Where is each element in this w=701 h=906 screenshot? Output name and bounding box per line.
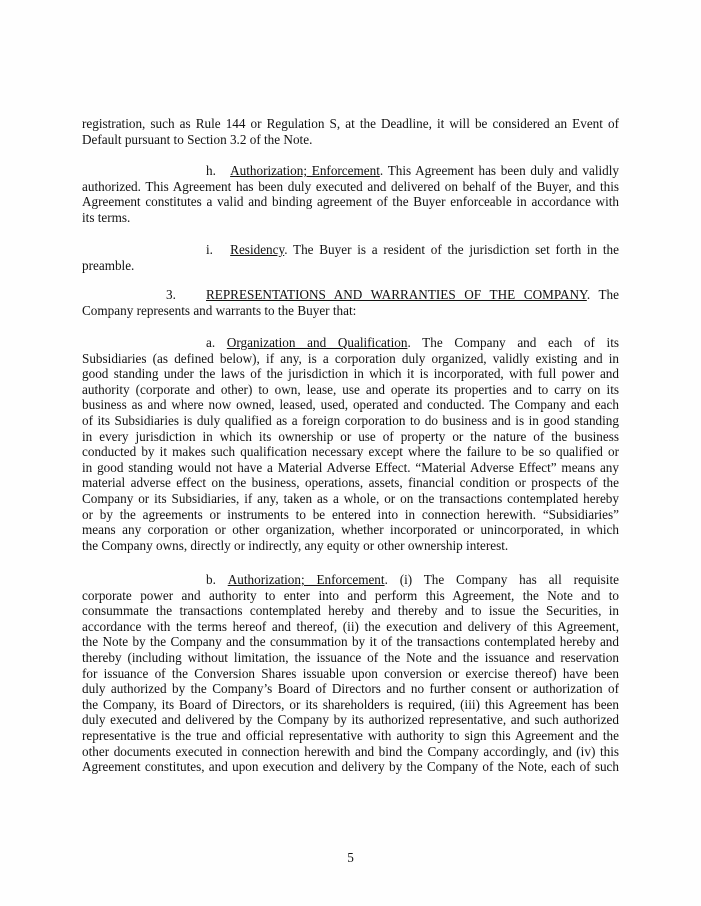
- section-a-first-line: [206, 335, 619, 351]
- paragraph-line: thereby (including without limitation, the issuance of the Note and the issuance and reservation: [82, 650, 619, 665]
- section-3-heading: REPRESENTATIONS AND WARRANTIES OF THE COMPANY: [206, 287, 587, 302]
- section-3-first-line: [166, 287, 619, 303]
- paragraph-line: authorized. This Agreement has been duly executed and delivered on behalf of the Buyer, and this: [82, 178, 619, 194]
- paragraph-line: in good standing would not have a Material Adverse Effect. “Material Adverse Effect” means any: [82, 459, 619, 475]
- paragraph-line: business as and where now owned, leased, used, operated and conducted. The Company and each: [82, 397, 619, 413]
- paragraph-line: Agreement constitutes a valid and binding agreement of the Buyer enforceable in accordance with: [82, 194, 619, 210]
- paragraph-line: other documents executed in connection herewith and bind the Company accordingly, and (iv) this: [82, 743, 619, 759]
- paragraph-line: Company or its Subsidiaries, if any, taken as a whole, or on the transactions contemplated hereby: [82, 491, 619, 506]
- section-3-text: . The: [586, 287, 619, 302]
- paragraph-line: registration, such as Rule 144 or Regulation S, at the Deadline, it will be considered an Event of: [82, 116, 619, 131]
- paragraph-line: means any corporation or other organization, whether incorporated or unincorporated, in which: [82, 522, 619, 538]
- section-a-marker: a.: [206, 335, 216, 350]
- section-b-text: . (i) The Company has all requisite: [384, 572, 619, 587]
- paragraph-line: the Company owns, directly or indirectly, any equity or other ownership interest.: [82, 537, 509, 553]
- section-h-first-line: [206, 163, 619, 179]
- paragraph-line: for issuance of the Conversion Shares issuable upon conversion or exercise thereof) have been: [82, 665, 619, 681]
- paragraph-line: authority (corporate and other) to own, lease, use and operate its properties and to carry on its: [82, 381, 619, 397]
- paragraph-line: of its Subsidiaries is duly qualified as a foreign corporation to do business and is in good standing: [82, 413, 619, 428]
- section-i-text: . The Buyer is a resident of the jurisdiction set forth in the: [284, 242, 619, 257]
- section-h-marker: h.: [206, 163, 216, 178]
- page-number: 5: [347, 850, 354, 865]
- section-a-text: . The Company and each of its: [407, 335, 619, 350]
- paragraph-line: preamble.: [82, 257, 135, 273]
- paragraph-line: representative is the true and official representative with authority to sign this Agreement and the: [82, 728, 619, 743]
- paragraph-line: or by the agreements or instruments to be entered into in connection herewith. “Subsidiaries”: [82, 506, 619, 522]
- paragraph-line: Default pursuant to Section 3.2 of the Note.: [82, 131, 313, 147]
- section-b-marker: b.: [206, 572, 216, 587]
- paragraph-line: Subsidiaries (as defined below), if any, is a corporation duly organized, validly existing and in: [82, 350, 619, 366]
- section-b-heading: Authorization; Enforcement: [227, 572, 385, 587]
- section-i-heading: Residency: [230, 242, 285, 257]
- section-3-marker: 3.: [166, 287, 176, 302]
- paragraph-line: duly executed and delivered by the Company by its authorized representative, and such authorized: [82, 712, 619, 728]
- section-h-heading: Authorization; Enforcement: [230, 163, 380, 178]
- paragraph-line: Agreement constitutes, and upon execution and delivery by the Company of the Note, each of such: [82, 759, 619, 775]
- section-i-first-line: [206, 242, 619, 258]
- paragraph-line: the Note by the Company and the consummation by it of the transactions contemplated hereby and: [82, 634, 619, 650]
- paragraph-line: accordance with the terms hereof and thereof, (ii) the execution and delivery of this Agreement,: [82, 618, 619, 634]
- paragraph-line: consummate the transactions contemplated hereby and thereby and to issue the Securities, in: [82, 603, 619, 619]
- paragraph-line: its terms.: [82, 209, 131, 225]
- section-i-marker: i.: [206, 242, 213, 257]
- section-h-text: . This Agreement has been duly and validly: [379, 163, 619, 178]
- section-b-first-line: [206, 572, 619, 588]
- paragraph-line: material adverse effect on the business, operations, assets, financial condition or prospects of the: [82, 475, 619, 491]
- section-a-heading: Organization and Qualification: [226, 335, 408, 350]
- paragraph-line: in every jurisdiction in which its ownership or use of property or the nature of the business: [82, 428, 619, 444]
- paragraph-line: duly authorized by the Company’s Board of Directors and no further consent or authorization of: [82, 681, 619, 697]
- paragraph-line: good standing under the laws of the jurisdiction in which it is incorporated, with full power and: [82, 366, 619, 382]
- paragraph-line: Company represents and warrants to the Buyer that:: [82, 302, 357, 318]
- paragraph-line: the Company, its Board of Directors, or its shareholders is required, (iii) this Agreement has been: [82, 696, 619, 712]
- paragraph-line: conducted by it makes such qualification necessary except where the failure to be so qualified or: [82, 444, 619, 460]
- paragraph-line: corporate power and authority to enter into and perform this Agreement, the Note and to: [82, 587, 619, 603]
